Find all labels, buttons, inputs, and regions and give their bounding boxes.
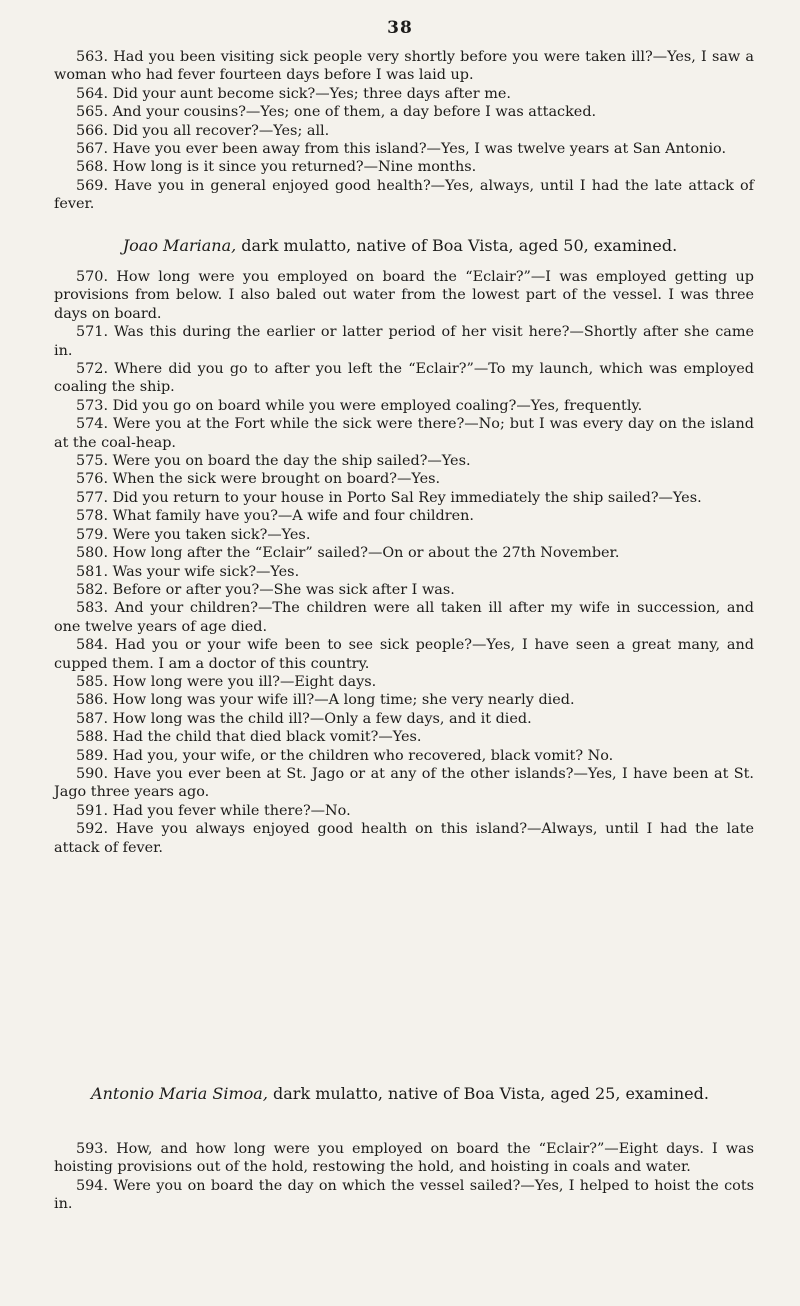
page-number: 38 <box>387 18 413 38</box>
question-586: 586. How long was your wife ill?—A long time; she very nearly died. <box>76 692 575 709</box>
question-583: 583. And your children?—The children were all taken ill after my wife in succession, and one twelve years of age died. <box>54 600 754 635</box>
testimony-block-1 <box>54 48 754 214</box>
question-565: 565. And your cousins?—Yes; one of them, a day before I was attacked. <box>76 104 597 121</box>
testimony-block-2 <box>54 268 754 857</box>
witness-name: Joao Mariana, <box>122 236 237 255</box>
question-568: 568. How long is it since you returned?—Nine months. <box>76 159 477 176</box>
question-590: 590. Have you ever been at St. Jago or at any of the other islands?—Yes, I have been at St. Jago three years ago. <box>54 765 754 801</box>
question-594: 594. Were you on board the day on which the vessel sailed?—Yes, I helped to hoist the cots in. <box>54 1177 754 1213</box>
question-592: 592. Have you always enjoyed good health on this island?—Always, until I had the late attack of fever. <box>54 821 754 856</box>
question-573: 573. Did you go on board while you were employed coaling?—Yes, frequently. <box>76 397 643 414</box>
witness-description: dark mulatto, native of Boa Vista, aged 50, examined. <box>236 236 678 255</box>
testimony-block-3 <box>54 1140 754 1214</box>
question-585: 585. How long were you ill?—Eight days. <box>76 673 377 690</box>
question-578: 578. What family have you?—A wife and four children. <box>76 508 474 525</box>
question-591: 591. Had you fever while there?—No. <box>76 802 351 819</box>
witness-heading-antonio-maria-simoa <box>40 1084 760 1104</box>
question-579: 579. Were you taken sick?—Yes. <box>76 526 311 543</box>
question-563: 563. Had you been visiting sick people very shortly before you were taken ill?—Yes, I saw a woman who had fever fourteen days before I was laid up. <box>54 49 754 84</box>
question-587: 587. How long was the child ill?—Only a few days, and it died. <box>76 710 532 727</box>
question-567: 567. Have you ever been away from this island?—Yes, I was twelve years at San Antonio. <box>76 141 727 158</box>
question-564: 564. Did your aunt become sick?—Yes; three days after me. <box>76 85 511 102</box>
question-584: 584. Had you or your wife been to see sick people?—Yes, I have seen a great many, and cupped them. I am a doctor of this country. <box>54 637 754 672</box>
question-569: 569. Have you in general enjoyed good health?—Yes, always, until I had the late attack of fever. <box>54 177 754 213</box>
question-566: 566. Did you all recover?—Yes; all. <box>76 122 330 139</box>
question-575: 575. Were you on board the day the ship sailed?—Yes. <box>76 453 471 470</box>
question-581: 581. Was your wife sick?—Yes. <box>76 563 300 580</box>
question-570: 570. How long were you employed on board the “Eclair?”—I was employed getting up provisions from below. I also baled out water from the lowest part of the vessel. I was three days on board. <box>54 269 754 322</box>
question-588: 588. Had the child that died black vomit?—Yes. <box>76 729 422 746</box>
question-593: 593. How, and how long were you employed on board the “Eclair?”—Eight days. I was hoisting provisions out of the hold, restowing the hold, and hoisting in coals and water. <box>54 1141 754 1176</box>
question-572: 572. Where did you go to after you left the “Eclair?”—To my launch, which was employed coaling the ship. <box>54 361 754 396</box>
question-576: 576. When the sick were brought on board?—Yes. <box>76 471 441 488</box>
witness-description: dark mulatto, native of Boa Vista, aged 25, examined. <box>267 1084 709 1103</box>
question-582: 582. Before or after you?—She was sick after I was. <box>76 581 455 598</box>
question-577: 577. Did you return to your house in Porto Sal Rey immediately the ship sailed?—Yes. <box>76 489 702 506</box>
question-580: 580. How long after the “Eclair” sailed?—On or about the 27th November. <box>76 545 620 562</box>
question-574: 574. Were you at the Fort while the sick were there?—No; but I was every day on the island at the coal-heap. <box>54 416 754 451</box>
witness-name: Antonio Maria Simoa, <box>91 1084 268 1103</box>
question-571: 571. Was this during the earlier or latter period of her visit here?—Shortly after she came in. <box>54 324 754 359</box>
witness-heading-joao-mariana <box>40 236 760 256</box>
question-589: 589. Had you, your wife, or the children who recovered, black vomit? No. <box>76 747 614 764</box>
